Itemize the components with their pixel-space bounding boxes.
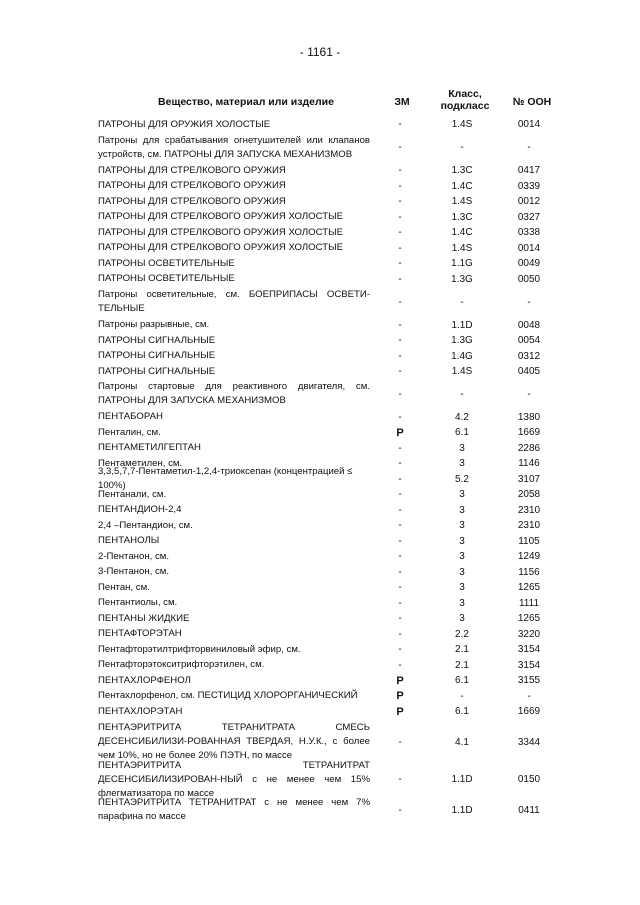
table-row [98,704,564,720]
zm-cell: - [398,551,402,563]
un-number-cell: - [527,690,531,702]
table-row [98,348,564,364]
un-number-cell: 0417 [517,165,541,177]
substance-cell: 2-Пентанон, см. [98,550,170,562]
class-cell: 3 [459,520,465,532]
column-header-class [430,88,500,112]
zm-cell: - [398,597,402,609]
zm-cell: P [396,674,404,687]
class-cell: 1.4S [451,196,473,208]
un-number-cell: - [527,296,531,308]
substance-cell: ПЕНТАНДИОН-2,4 [98,504,182,516]
zm-cell: P [396,690,404,703]
substance-cell: ПАТРОНЫ СИГНАЛЬНЫЕ [98,350,216,362]
page-number: - 1161 - [299,45,341,59]
class-cell: 1.1G [451,258,473,270]
class-cell: 2.1 [455,659,469,671]
substance-cell: Пентахлорфенол, см. ПЕСТИЦИД ХЛОРОРГАНИЧЕСКИЙ [98,690,358,702]
table-row [98,117,564,133]
table-row [98,503,564,519]
un-number-cell: - [527,388,531,400]
class-cell: 2.2 [455,628,469,640]
table-row [98,133,564,163]
substance-cell: ПЕНТАЭРИТРИТА ТЕТРАНИТРАТ с не менее чем 7% парафина по массе [98,797,370,823]
zm-cell: - [398,196,402,208]
zm-cell: - [398,566,402,578]
un-number-cell: 0050 [517,273,541,285]
substance-cell: Пентафторэтилтрифторвиниловый эфир, см. [98,643,301,655]
column-header-un-number: № ООН [512,96,552,108]
zm-cell: - [398,165,402,177]
table-row [98,379,564,409]
un-number-cell: 3154 [517,659,541,671]
un-number-cell: 2058 [517,489,541,501]
un-number-cell: 2310 [517,520,541,532]
table-row [98,441,564,457]
substance-cell: ПЕНТАНОЛЫ [98,535,160,547]
un-number-cell: 0338 [517,227,541,239]
zm-cell: - [398,736,402,748]
table-row [98,549,564,565]
class-cell: - [460,388,464,400]
un-number-cell: 0048 [517,319,541,331]
class-cell: 1.4S [451,242,473,254]
zm-cell: - [398,520,402,532]
un-number-cell: 0312 [517,350,541,362]
column-header-substance: Вещество, материал или изделие [158,96,334,108]
un-number-cell: 0405 [517,366,541,378]
substance-cell: Патроны для срабатывания огнетушителей или клапанов устройств, см. ПАТРОНЫ ДЛЯ ЗАПУСКА МЕХАНИЗМОВ [98,134,370,160]
table-row [98,565,564,581]
substance-cell: ПЕНТАЭРИТРИТА ТЕТРАНИТРАТА СМЕСЬ ДЕСЕНСИБИЛИЗИ-РОВАННАЯ ТВЕРДАЯ, Н.У.К., с более чем 10%, но не более 20% ПЭТН, по массе [98,722,370,762]
substance-cell: ПЕНТАХЛОРЭТАН [98,705,183,717]
zm-cell: - [398,535,402,547]
class-cell: 3 [459,613,465,625]
zm-cell: - [398,180,402,192]
un-number-cell: 1105 [518,535,540,547]
zm-cell: - [398,659,402,671]
substance-cell: ПЕНТАБОРАН [98,411,163,423]
table-row [98,580,564,596]
zm-cell: - [398,774,402,786]
table-row [98,466,564,492]
class-cell: 3 [459,489,465,501]
substance-cell: Патроны разрывные, см. [98,319,210,331]
substance-cell: Пентанали, см. [98,488,167,500]
substance-cell: ПАТРОНЫ ДЛЯ СТРЕЛКОВОГО ОРУЖИЯ ХОЛОСТЫЕ [98,211,344,223]
class-cell: 3 [459,551,465,563]
class-cell: 1.3G [451,335,473,347]
zm-cell: - [398,258,402,270]
zm-cell: P [396,705,404,718]
zm-cell: - [398,119,402,131]
un-number-cell: 3344 [517,736,541,748]
zm-cell: - [398,242,402,254]
class-cell: 6.1 [455,675,469,687]
un-number-cell: 3107 [517,473,541,485]
substance-cell: ПАТРОНЫ ДЛЯ ОРУЖИЯ ХОЛОСТЫЕ [98,118,271,130]
substance-cell: ПАТРОНЫ СИГНАЛЬНЫЕ [98,365,216,377]
table-row [98,689,564,705]
un-number-cell: 0327 [517,211,541,223]
un-number-cell: 1265 [517,613,541,625]
table-row [98,364,564,380]
substance-cell: ПАТРОНЫ СИГНАЛЬНЫЕ [98,334,216,346]
table-row [98,317,564,333]
un-number-cell: - [527,142,531,154]
zm-cell: - [398,296,402,308]
substance-cell: Пентафторэтокситрифторэтилен, см. [98,659,265,671]
un-number-cell: 1249 [517,551,541,563]
substance-cell: ПАТРОНЫ ДЛЯ СТРЕЛКОВОГО ОРУЖИЯ [98,195,286,207]
un-number-cell: 2286 [517,442,541,454]
substance-cell: Пенталин, см. [98,426,161,438]
table-row [98,240,564,256]
zm-cell: - [398,628,402,640]
class-cell: 3 [459,597,465,609]
un-number-cell: 1669 [517,427,541,439]
un-number-cell: 3154 [517,644,541,656]
substance-cell: Пентан, см. [98,581,150,593]
table-row [98,256,564,272]
substance-cell: Пентантиолы, см. [98,597,178,609]
class-cell: 6.1 [455,427,469,439]
table-row [98,487,564,503]
zm-cell: - [398,489,402,501]
un-number-cell: 0049 [517,258,541,270]
zm-cell: - [398,613,402,625]
zm-cell: - [398,350,402,362]
column-header-zm: ЗМ [394,96,410,108]
substance-cell: ПАТРОНЫ ОСВЕТИТЕЛЬНЫЕ [98,273,235,285]
substance-cell: ПАТРОНЫ ДЛЯ СТРЕЛКОВОГО ОРУЖИЯ [98,164,286,176]
un-number-cell: 0150 [517,774,541,786]
class-cell: 1.4S [451,119,473,131]
un-number-cell: 1669 [517,706,541,718]
substance-cell: ПЕНТАФТОРЭТАН [98,628,182,640]
un-number-cell: 2310 [517,504,541,516]
substance-cell: 3,3,5,7,7-Пентаметил-1,2,4-триоксепан (концентрацией ≤ 100%) [98,466,353,492]
zm-cell: - [398,319,402,331]
substance-cell: Патроны стартовые для реактивного двигателя, см. ПАТРОНЫ ДЛЯ ЗАПУСКА МЕХАНИЗМОВ [98,381,370,407]
table-row [98,209,564,225]
class-cell: 1.3C [451,211,473,223]
column-header-class-line1: Класс, [448,88,482,100]
class-cell: 1.4C [451,180,473,192]
un-number-cell: 0012 [517,196,541,208]
zm-cell: - [398,442,402,454]
table-row [98,194,564,210]
zm-cell: - [398,211,402,223]
substance-cell: ПАТРОНЫ ДЛЯ СТРЕЛКОВОГО ОРУЖИЯ ХОЛОСТЫЕ [98,242,344,254]
class-cell: 2.1 [455,644,469,656]
column-header-class-line2: подкласс [440,100,490,112]
substance-cell: Пентаметилен, см. [98,457,183,469]
table-row [98,518,564,534]
zm-cell: - [398,804,402,816]
zm-cell: - [398,273,402,285]
class-cell: 1.3C [451,165,473,177]
class-cell: 1.1D [451,319,473,331]
class-cell: 3 [459,535,465,547]
un-number-cell: 0411 [518,804,540,816]
class-cell: 1.1D [451,804,473,816]
class-cell: 1.4G [451,350,473,362]
class-cell: 1.4C [451,227,473,239]
table-row [98,596,564,612]
table-row [98,642,564,658]
class-cell: 6.1 [455,706,469,718]
zm-cell: - [398,644,402,656]
class-cell: 1.3G [451,273,473,285]
substance-cell: ПЕНТАЭРИТРИТА ТЕТРАНИТРАТ ДЕСЕНСИБИЛИЗИРОВАН-НЫЙ с не менее чем 15% флегматизатора по массе [98,759,370,799]
substance-cell: 3-Пентанон, см. [98,566,170,578]
zm-cell: - [398,504,402,516]
un-number-cell: 0339 [517,180,541,192]
substance-cell: ПАТРОНЫ ДЛЯ СТРЕЛКОВОГО ОРУЖИЯ [98,180,286,192]
table-row [98,658,564,674]
zm-cell: - [398,335,402,347]
class-cell: 3 [459,442,465,454]
class-cell: - [460,296,464,308]
class-cell: 4.1 [455,736,469,748]
class-cell: - [460,690,464,702]
table-row [98,627,564,643]
un-number-cell: 1111 [518,597,540,609]
table-row [98,410,564,426]
un-number-cell: 3220 [517,628,541,640]
un-number-cell: 1265 [517,582,541,594]
zm-cell: - [398,142,402,154]
substance-table [98,117,564,825]
table-row [98,425,564,441]
class-cell: 3 [459,582,465,594]
class-cell: 3 [459,566,465,578]
zm-cell: - [398,458,402,470]
zm-cell: P [396,426,404,439]
substance-cell: 2,4 –Пентандион, см. [98,519,193,531]
substance-cell: ПЕНТАНЫ ЖИДКИЕ [98,612,190,624]
table-row [98,795,564,825]
table-row [98,759,564,799]
class-cell: 1.4S [451,366,473,378]
substance-cell: ПЕНТАХЛОРФЕНОЛ [98,674,191,686]
class-cell: 1.1D [451,774,473,786]
table-row [98,287,564,317]
substance-cell: ПЕНТАМЕТИЛГЕПТАН [98,442,201,454]
table-row [98,178,564,194]
class-cell: 5.2 [455,473,469,485]
table-row [98,271,564,287]
un-number-cell: 0014 [517,119,541,131]
table-row [98,673,564,689]
table-row [98,225,564,241]
class-cell: 3 [459,504,465,516]
substance-cell: ПАТРОНЫ ОСВЕТИТЕЛЬНЫЕ [98,257,235,269]
zm-cell: - [398,388,402,400]
un-number-cell: 3155 [517,675,541,687]
zm-cell: - [398,227,402,239]
substance-cell: ПАТРОНЫ ДЛЯ СТРЕЛКОВОГО ОРУЖИЯ ХОЛОСТЫЕ [98,226,344,238]
table-row [98,163,564,179]
substance-cell: Патроны осветительные, см. БОЕПРИПАСЫ ОСВЕТИ-ТЕЛЬНЫЕ [98,289,370,315]
un-number-cell: 1146 [518,458,540,470]
class-cell: 4.2 [455,411,469,423]
class-cell: 3 [459,458,465,470]
table-row [98,333,564,349]
class-cell: - [460,142,464,154]
un-number-cell: 1156 [518,566,540,578]
zm-cell: - [398,582,402,594]
un-number-cell: 0054 [517,335,541,347]
un-number-cell: 0014 [517,242,541,254]
table-row [98,611,564,627]
zm-cell: - [398,473,402,485]
zm-cell: - [398,411,402,423]
table-row [98,534,564,550]
un-number-cell: 1380 [517,411,541,423]
zm-cell: - [398,366,402,378]
